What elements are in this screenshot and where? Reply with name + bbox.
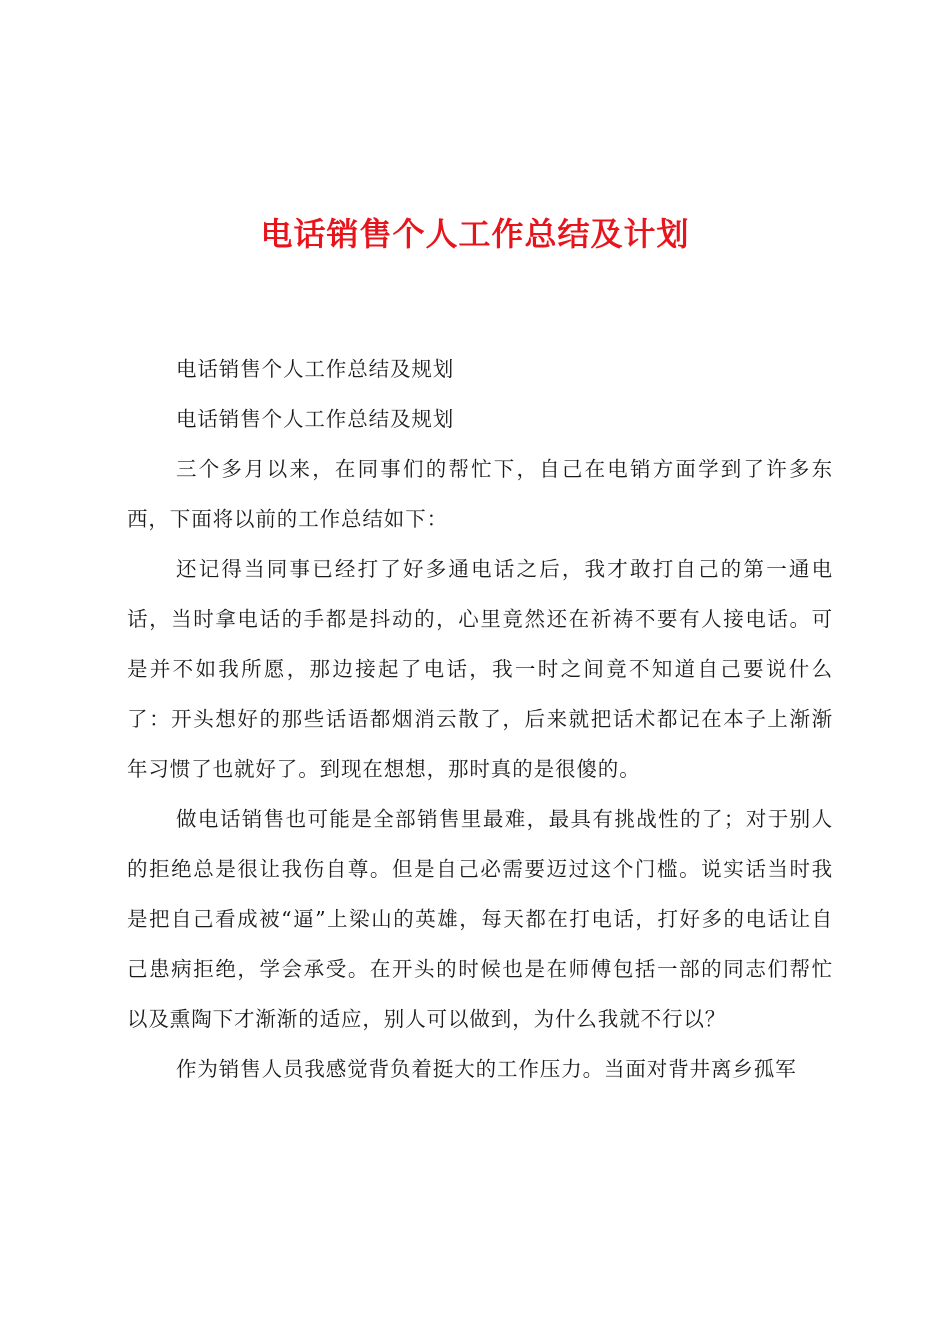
paragraph-subtitle-1: 电话销售个人工作总结及规划 (176, 357, 455, 381)
paragraph-intro: 三个多月以来，在同事们的帮忙下，自己在电销方面学到了许多东西，下面将以前的工作总结如下： (127, 457, 833, 531)
paragraph-first-call: 还记得当同事已经打了好多通电话之后，我才敢打自己的第一通电话，当时拿电话的手都是抖动的，心里竟然还在祈祷不要有人接电话。可是并不如我所愿，那边接起了电话，我一时之间竟不知道自己要说什么了：开头想好的那些话语都烟消云散了，后来就把话术都记在本子上渐渐年习惯了也就好了。到现在想想，那时真的是很傻的。 (127, 557, 833, 781)
paragraph-challenge: 做电话销售也可能是全部销售里最难，最具有挑战性的了；对于别人的拒绝总是很让我伤自尊。但是自己必需要迈过这个门槛。说实话当时我是把自己看成被“逼”上梁山的英雄，每天都在打电话，打好多的电话让自己患病拒绝，学会承受。在开头的时候也是在师傅包括一部的同志们帮忙以及熏陶下才渐渐的适应，别人可以做到，为什么我就不行以？ (127, 807, 833, 1031)
document-body (127, 344, 833, 1094)
document-title: 电话销售个人工作总结及计划 (260, 215, 690, 253)
paragraph-subtitle-2: 电话销售个人工作总结及规划 (176, 407, 455, 431)
paragraph-pressure: 作为销售人员我感觉背负着挺大的工作压力。当面对背井离乡孤军 (176, 1057, 797, 1081)
